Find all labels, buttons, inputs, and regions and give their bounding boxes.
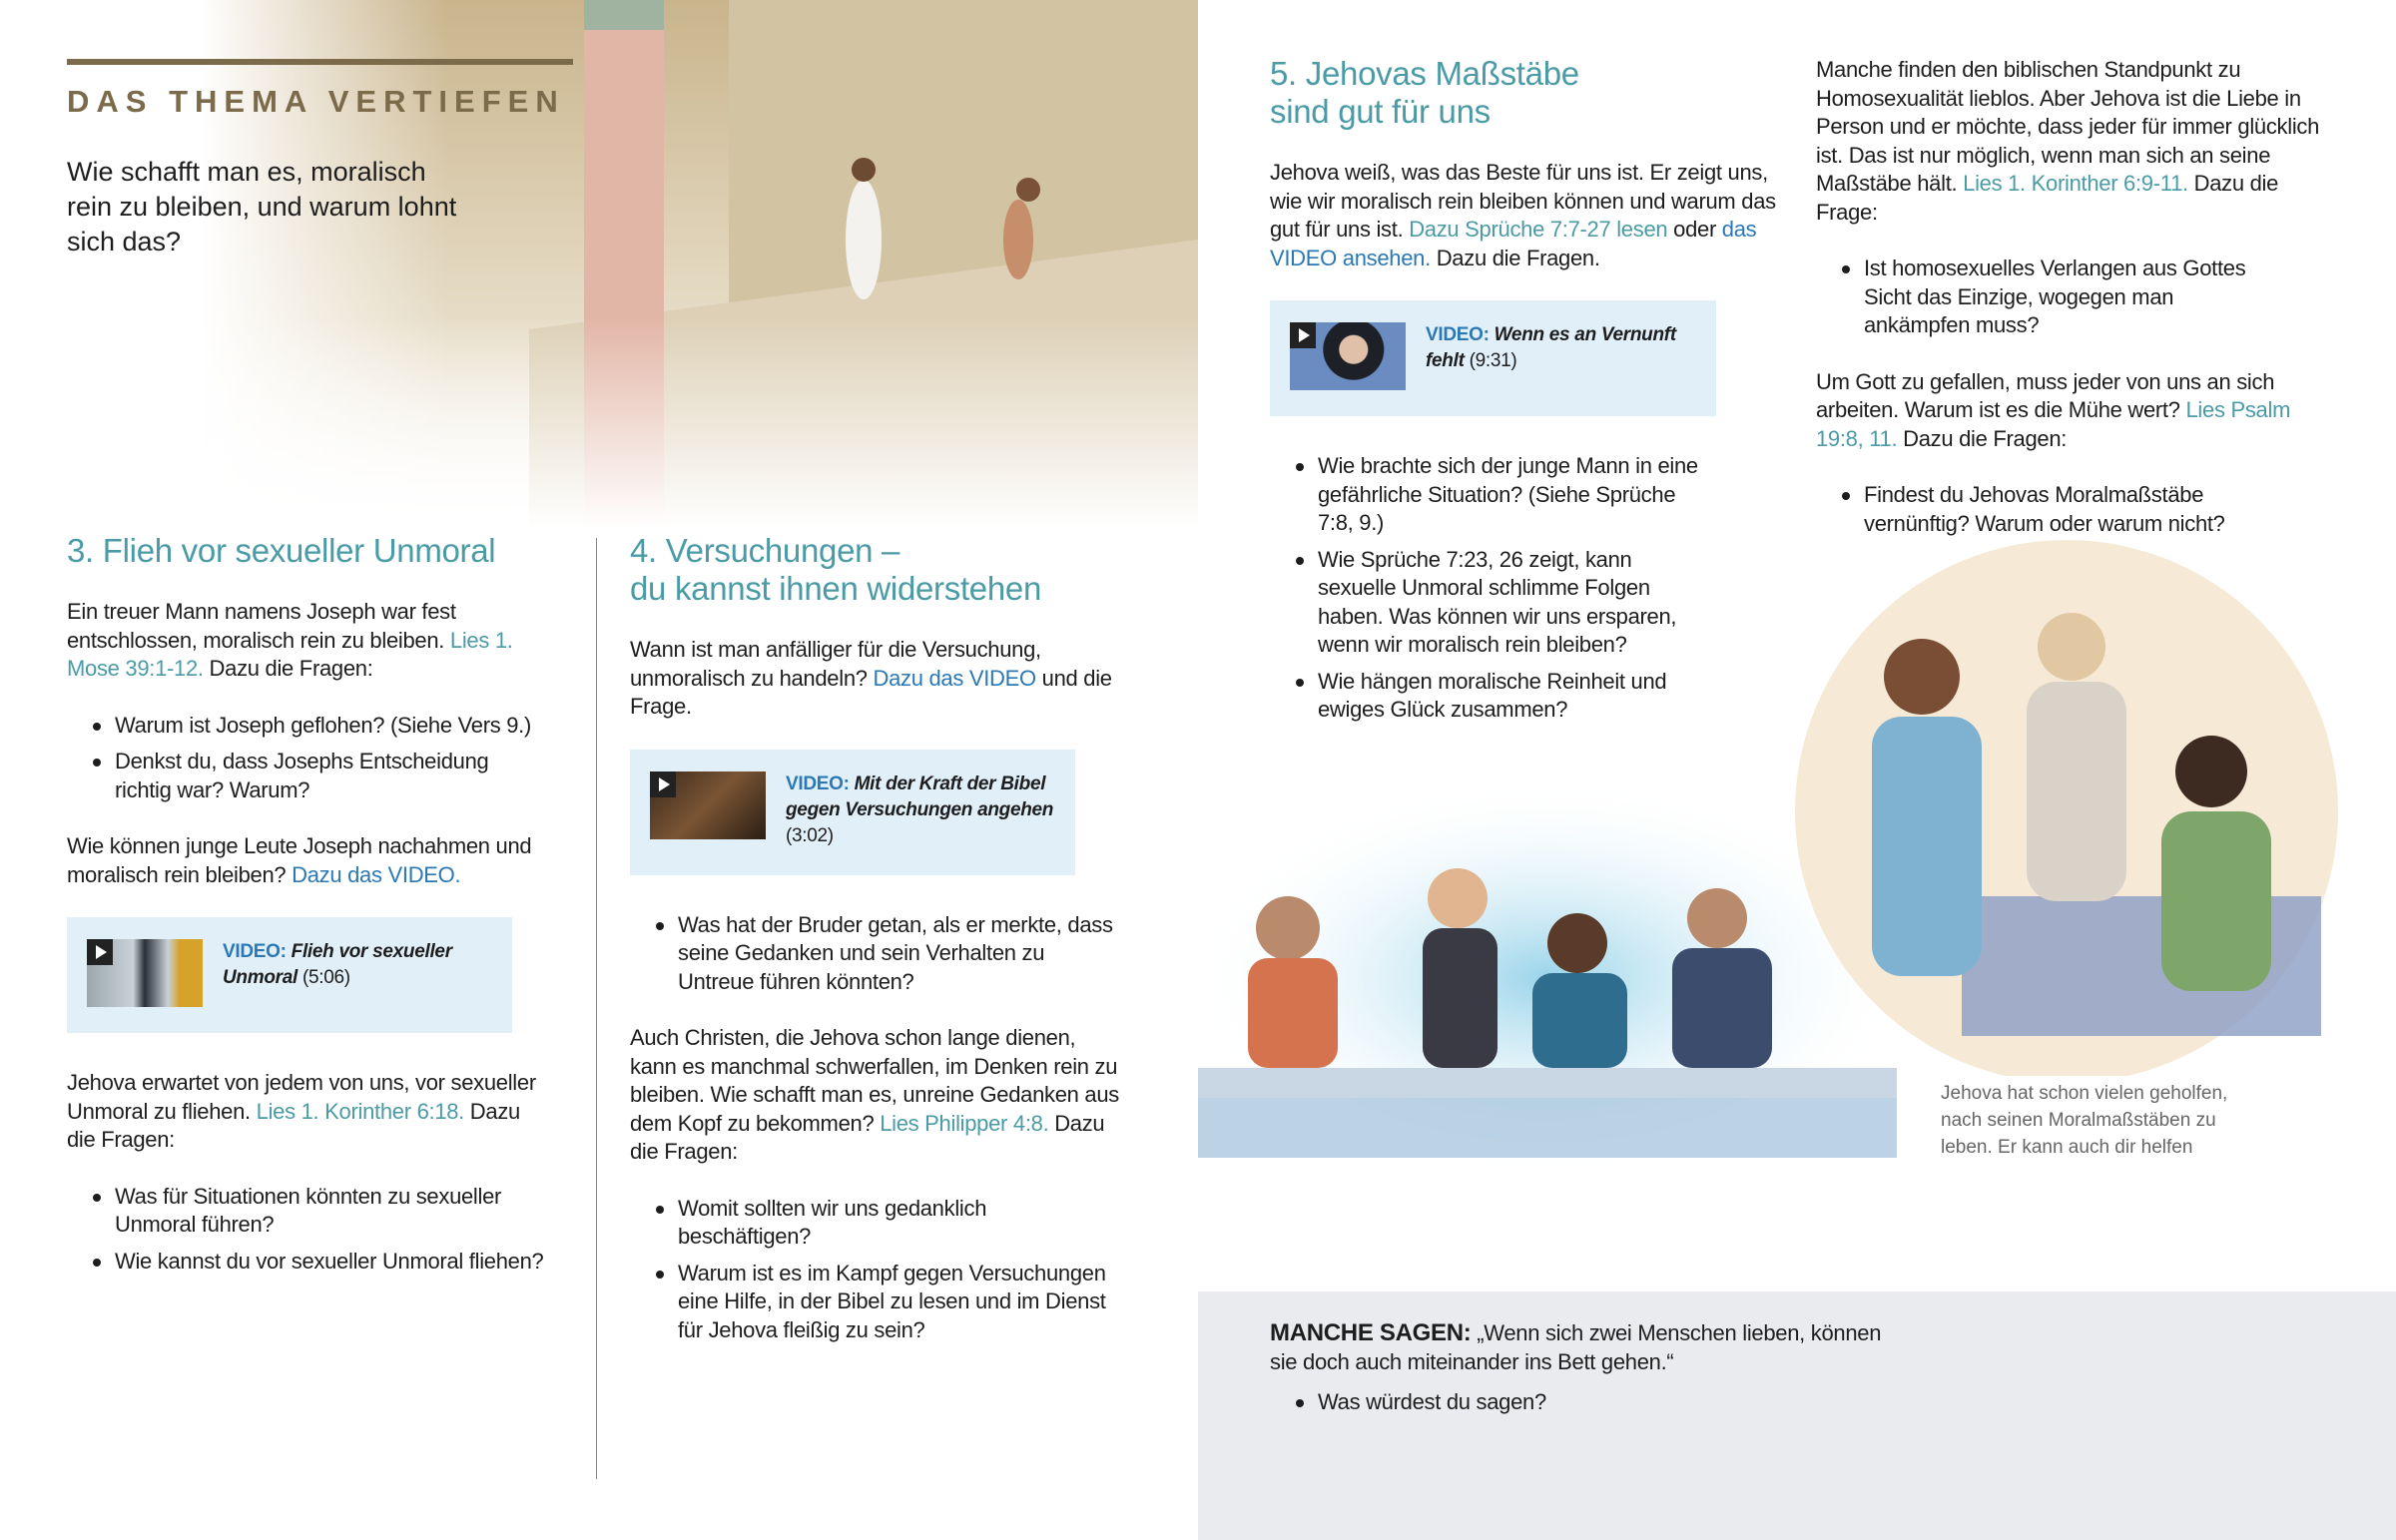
video-thumbnail[interactable] bbox=[1290, 322, 1406, 390]
section-4-intro bbox=[630, 636, 1119, 722]
illustration-caption: Jehova hat schon vielen geholfen, nach seinen Moralmaßstäben zu leben. Er kann auch dir helfen bbox=[1941, 1083, 2228, 1158]
question-list bbox=[1270, 452, 1709, 725]
video-link[interactable]: Dazu das VIDEO. bbox=[292, 861, 461, 887]
section-4 bbox=[630, 532, 1119, 1372]
paragraph-text: Wann ist man anfälliger für die Versuchung, unmoralisch zu handeln? bbox=[630, 637, 1041, 691]
joseph-illustration bbox=[200, 0, 1198, 529]
play-icon[interactable] bbox=[1290, 322, 1316, 348]
section-5-paragraph bbox=[1816, 368, 2335, 454]
section-5-title bbox=[1270, 55, 1789, 131]
question-list bbox=[67, 1183, 546, 1277]
paragraph-text: Dazu die Fragen: bbox=[67, 1098, 520, 1152]
paragraph-text: Ein treuer Mann namens Joseph war fest entschlossen, moralisch rein zu bleiben. bbox=[67, 599, 456, 653]
paragraph-text: Dazu die Frage: bbox=[1816, 171, 2279, 225]
video-duration: (9:31) bbox=[1469, 350, 1517, 371]
video-link[interactable]: das VIDEO ansehen. bbox=[1270, 217, 1757, 270]
video-card[interactable] bbox=[630, 750, 1075, 875]
friends-illustration bbox=[1792, 537, 2341, 1076]
video-title[interactable]: Flieh vor sexueller Unmoral bbox=[223, 941, 452, 988]
section-3-title: 3. Flieh vor sexueller Unmoral bbox=[67, 532, 496, 569]
paragraph-text: Wie können junge Leute Joseph nachahmen und moralisch rein bleiben? bbox=[67, 833, 532, 887]
manche-sagen-label: MANCHE SAGEN: bbox=[1270, 1319, 1472, 1346]
section-5 bbox=[1270, 55, 1789, 753]
video-title[interactable]: Wenn es an Vernunft fehlt bbox=[1426, 324, 1676, 371]
question-list bbox=[630, 1195, 1119, 1345]
header-rule bbox=[67, 59, 573, 65]
video-card[interactable] bbox=[67, 917, 512, 1033]
column-divider bbox=[596, 538, 597, 1479]
section-5-paragraph bbox=[1816, 56, 2335, 227]
section-3-paragraph bbox=[67, 1069, 546, 1155]
video-label: VIDEO: bbox=[223, 941, 287, 962]
manche-sagen-quote bbox=[1270, 1319, 1889, 1376]
title-line: sind gut für uns bbox=[1270, 93, 1491, 130]
paragraph-text: Um Gott zu gefallen, muss jeder von uns an sich arbeiten. Warum ist es die Mühe wert? bbox=[1816, 368, 2275, 422]
video-label: VIDEO: bbox=[786, 772, 850, 794]
section-5-continued bbox=[1816, 56, 2335, 566]
question-list bbox=[1816, 255, 2255, 340]
scripture-link[interactable]: Dazu Sprüche 7:7-27 lesen bbox=[1409, 217, 1668, 242]
section-3-paragraph bbox=[67, 832, 546, 889]
paragraph-text: und die Frage. bbox=[630, 665, 1112, 719]
question-item: Was würdest du sagen? bbox=[1270, 1388, 1889, 1417]
play-icon[interactable] bbox=[650, 771, 676, 797]
quote-text: „Wenn sich zwei Menschen lieben, können sie doch auch miteinander ins Bett gehen.“ bbox=[1270, 1320, 1882, 1374]
scripture-link[interactable]: Lies 1. Mose 39:1-12. bbox=[67, 627, 513, 681]
video-title[interactable]: Mit der Kraft der Bibel gegen Versuchungen angehen bbox=[786, 772, 1054, 820]
title-line: 4. Versuchungen – bbox=[630, 532, 900, 569]
question-list bbox=[1270, 1388, 1889, 1417]
section-3 bbox=[67, 532, 546, 1303]
scripture-link[interactable]: Lies Philipper 4:8. bbox=[880, 1110, 1049, 1136]
paragraph-text: Dazu die Fragen. bbox=[1430, 245, 1600, 270]
title-line: du kannst ihnen widerstehen bbox=[630, 570, 1042, 607]
question-item: Wie brachte sich der junge Mann in eine gefährliche Situation? (Siehe Sprüche 7:8, 9.) bbox=[1270, 452, 1709, 538]
video-thumbnail[interactable] bbox=[650, 771, 766, 839]
paragraph-text: Dazu die Fragen: bbox=[630, 1110, 1105, 1164]
question-list bbox=[630, 911, 1119, 997]
question-item: Was für Situationen könnten zu sexueller Unmoral führen? bbox=[67, 1183, 546, 1240]
question-list bbox=[67, 712, 546, 805]
scripture-link[interactable]: Lies 1. Korinther 6:9-11. bbox=[1963, 171, 2188, 196]
scripture-link[interactable]: Lies 1. Korinther 6:18. bbox=[256, 1098, 464, 1124]
question-item: Warum ist es im Kampf gegen Versuchungen eine Hilfe, in der Bibel zu lesen und im Dienst für Jehova fleißig zu sein? bbox=[630, 1260, 1119, 1345]
section-5-intro bbox=[1270, 159, 1789, 272]
paragraph-text: Dazu die Fragen: bbox=[1897, 425, 2068, 451]
video-duration: (5:06) bbox=[301, 967, 350, 988]
title-line: 5. Jehovas Maßstäbe bbox=[1270, 55, 1579, 92]
video-thumbnail[interactable] bbox=[87, 939, 203, 1007]
section-3-intro bbox=[67, 598, 546, 684]
paragraph-text: oder bbox=[1667, 217, 1722, 242]
intro-question: Wie schafft man es, moralisch rein zu bleiben, und warum lohnt sich das? bbox=[67, 157, 457, 257]
paragraph-text: Jehova weiß, was das Beste für uns ist. Er zeigt uns, wie wir moralisch rein bleiben können und warum das gut für uns ist. bbox=[1270, 160, 1776, 242]
video-duration: (3:02) bbox=[786, 824, 834, 846]
video-card[interactable] bbox=[1270, 300, 1716, 416]
paragraph-text: Auch Christen, die Jehova schon lange dienen, kann es manchmal schwerfallen, im Denken rein zu bleiben. Wie schafft man es, unreine Gedanken aus dem Kopf zu bekommen? bbox=[630, 1025, 1119, 1136]
question-item: Wie kannst du vor sexueller Unmoral fliehen? bbox=[67, 1248, 546, 1277]
manche-sagen-content bbox=[1270, 1319, 1889, 1445]
section-kicker: DAS THEMA VERTIEFEN bbox=[67, 84, 565, 119]
scripture-link[interactable]: Lies Psalm 19:8, 11. bbox=[1816, 397, 2291, 451]
question-item: Wie Sprüche 7:23, 26 zeigt, kann sexuelle Unmoral schlimme Folgen haben. Was können wir uns ersparen, wenn wir moralisch rein bleiben? bbox=[1270, 546, 1709, 660]
question-item: Wie hängen moralische Reinheit und ewiges Glück zusammen? bbox=[1270, 668, 1709, 725]
paragraph-text: Jehova erwartet von jedem von uns, vor sexueller Unmoral zu fliehen. bbox=[67, 1070, 536, 1124]
section-4-paragraph bbox=[630, 1024, 1119, 1167]
question-item: Findest du Jehovas Moralmaßstäbe vernünftig? Warum oder warum nicht? bbox=[1816, 481, 2285, 538]
question-item: Warum ist Joseph geflohen? (Siehe Vers 9.) bbox=[67, 712, 546, 741]
question-item: Womit sollten wir uns gedanklich beschäftigen? bbox=[630, 1195, 1119, 1252]
question-item: Ist homosexuelles Verlangen aus Gottes Sicht das Einzige, wogegen man ankämpfen muss? bbox=[1816, 255, 2255, 340]
play-icon[interactable] bbox=[87, 939, 113, 965]
paragraph-text: Manche finden den biblischen Standpunkt zu Homosexualität lieblos. Aber Jehova ist die Liebe in Person und er möchte, dass jeder für immer glücklich ist. Das ist nur möglich, wenn man sich an seine Maßstäbe hält. bbox=[1816, 57, 2320, 196]
question-list bbox=[1816, 481, 2285, 538]
video-link[interactable]: Dazu das VIDEO bbox=[873, 665, 1036, 691]
video-label: VIDEO: bbox=[1426, 324, 1490, 345]
question-item: Was hat der Bruder getan, als er merkte, dass seine Gedanken und sein Verhalten zu Untreue führen könnten? bbox=[630, 911, 1119, 997]
paragraph-text: Dazu die Fragen: bbox=[203, 656, 373, 681]
question-item: Denkst du, dass Josephs Entscheidung richtig war? Warum? bbox=[67, 748, 546, 804]
section-4-title bbox=[630, 532, 1119, 608]
